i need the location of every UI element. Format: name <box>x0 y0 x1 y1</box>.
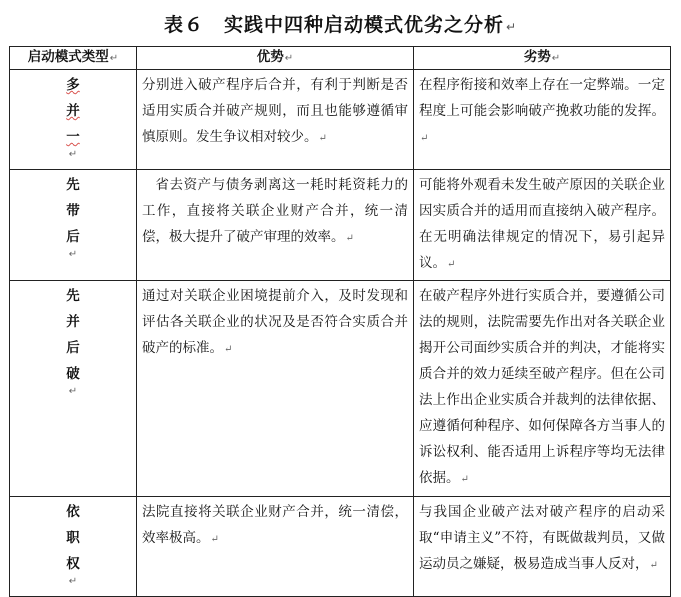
table-row <box>10 281 671 497</box>
row-label-text: 先 带 后 <box>66 177 80 245</box>
table-row <box>10 170 671 281</box>
table-title <box>0 10 681 37</box>
disadvantage-cell <box>414 170 671 281</box>
header-disadvantage <box>414 47 671 70</box>
row-label-cell <box>10 497 137 597</box>
cell-mark-icon: ↵ <box>68 249 78 260</box>
disadvantage-text: 与我国企业破产法对破产程序的启动采取“申请主义”不符，有既做裁判员，又做运动员之嫌疑，极易造成当事人反对， <box>419 504 665 572</box>
header-disadvantage-text: 劣势 <box>523 49 551 65</box>
disadvantage-text: 在程序衔接和效率上存在一定弊端。一定程度上可能会影响破产挽救功能的发挥。 <box>419 77 665 119</box>
table-title-text: 表６ 实践中四种启动模式优劣之分析 <box>163 14 504 36</box>
analysis-table <box>9 46 671 597</box>
cell-mark-icon: ↵ <box>210 534 219 545</box>
cell-mark-icon: ↵ <box>420 133 429 144</box>
table-row <box>10 70 671 170</box>
disadvantage-cell <box>414 497 671 597</box>
advantage-cell <box>137 70 414 170</box>
advantage-cell <box>137 170 414 281</box>
header-advantage <box>137 47 414 70</box>
cell-mark-icon: ↵ <box>68 386 78 397</box>
row-label-cell <box>10 70 137 170</box>
advantage-text: 分别进入破产程序后合并，有利于判断是否适用实质合并破产规则，而且也能够遵循审慎原则。发生争议相对较少。 <box>142 77 408 145</box>
advantage-text: 通过对关联企业困境提前介入，及时发现和评估各关联企业的状况及是否符合实质合并破产的标准。 <box>142 288 408 356</box>
cell-mark-icon: ↵ <box>224 344 233 355</box>
row-label-text: 先 并 后 破 <box>66 288 80 382</box>
cell-mark-icon: ↵ <box>447 259 456 270</box>
cell-mark-icon: ↵ <box>649 560 658 571</box>
disadvantage-cell <box>414 70 671 170</box>
header-advantage-text: 优势 <box>256 49 284 65</box>
disadvantage-text: 在破产程序外进行实质合并，要遵循公司法的规则，法院需要先作出对各关联企业揭开公司面纱实质合并的判决，才能将实质合并的效力延续至破产程序。但在公司法上作出企业实质合并裁判的法律依据、应遵循何种程序、如何保障各方当事人的诉讼权利、能否适用上诉程序等均无法律依据。 <box>419 288 665 486</box>
disadvantage-text: 可能将外观看未发生破产原因的关联企业因实质合并的适用而直接纳入破产程序。在无明确法律规定的情况下，易引起异议。 <box>419 177 665 271</box>
row-label-text: 依 职 权 <box>66 504 80 572</box>
table-row <box>10 497 671 597</box>
advantage-cell <box>137 281 414 497</box>
cell-mark-icon: ↵ <box>68 576 78 587</box>
header-mode-type-text: 启动模式类型 <box>27 49 109 65</box>
cell-mark-icon: ↵ <box>284 53 294 64</box>
header-mode-type <box>10 47 137 70</box>
row-label-cell <box>10 281 137 497</box>
advantage-text: 省去资产与债务剥离这一耗时耗资耗力的工作，直接将关联企业财产合并，统一清偿，极大提升了破产审理的效率。 <box>142 177 408 245</box>
cell-mark-icon: ↵ <box>460 474 469 485</box>
row-label-cell <box>10 170 137 281</box>
cell-mark-icon: ↵ <box>318 133 327 144</box>
cell-mark-icon: ↵ <box>551 53 561 64</box>
row-label-text: 多 并 一 <box>66 77 80 145</box>
cell-mark-icon: ↵ <box>345 233 354 244</box>
paragraph-mark-icon: ↵ <box>505 20 518 34</box>
header-row <box>10 47 671 70</box>
cell-mark-icon: ↵ <box>109 53 119 64</box>
advantage-text: 法院直接将关联企业财产合并，统一清偿，效率极高。 <box>142 504 408 546</box>
disadvantage-cell <box>414 281 671 497</box>
advantage-cell <box>137 497 414 597</box>
cell-mark-icon: ↵ <box>68 149 78 160</box>
